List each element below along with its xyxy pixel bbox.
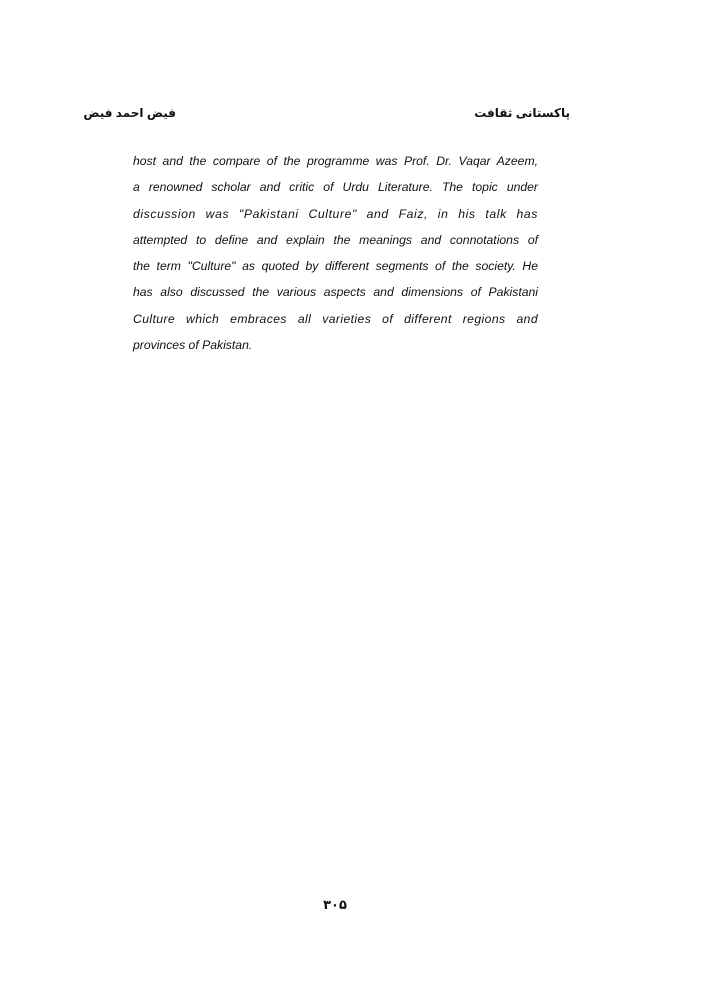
- text-line: Culture which embraces all varieties of different regions and: [133, 311, 538, 326]
- text-line: host and the compare of the programme was Prof. Dr. Vaqar Azeem,: [133, 154, 538, 168]
- body-paragraph: [133, 148, 538, 358]
- text-line: the term "Culture" as quoted by different segments of the society. He: [133, 259, 538, 274]
- page-number: ۳۰۵: [323, 897, 347, 912]
- text-line: discussion was "Pakistani Culture" and Faiz, in his talk has: [133, 206, 538, 221]
- running-header-left: فیض احمد فیض: [83, 106, 176, 120]
- text-line: a renowned scholar and critic of Urdu Literature. The topic under: [133, 180, 538, 195]
- text-line: attempted to define and explain the meanings and connotations of: [133, 232, 538, 247]
- text-line: provinces of Pakistan.: [133, 338, 253, 353]
- running-header-right: پاکستانی ثقافت: [474, 106, 570, 120]
- text-line: has also discussed the various aspects and dimensions of Pakistani: [133, 285, 538, 300]
